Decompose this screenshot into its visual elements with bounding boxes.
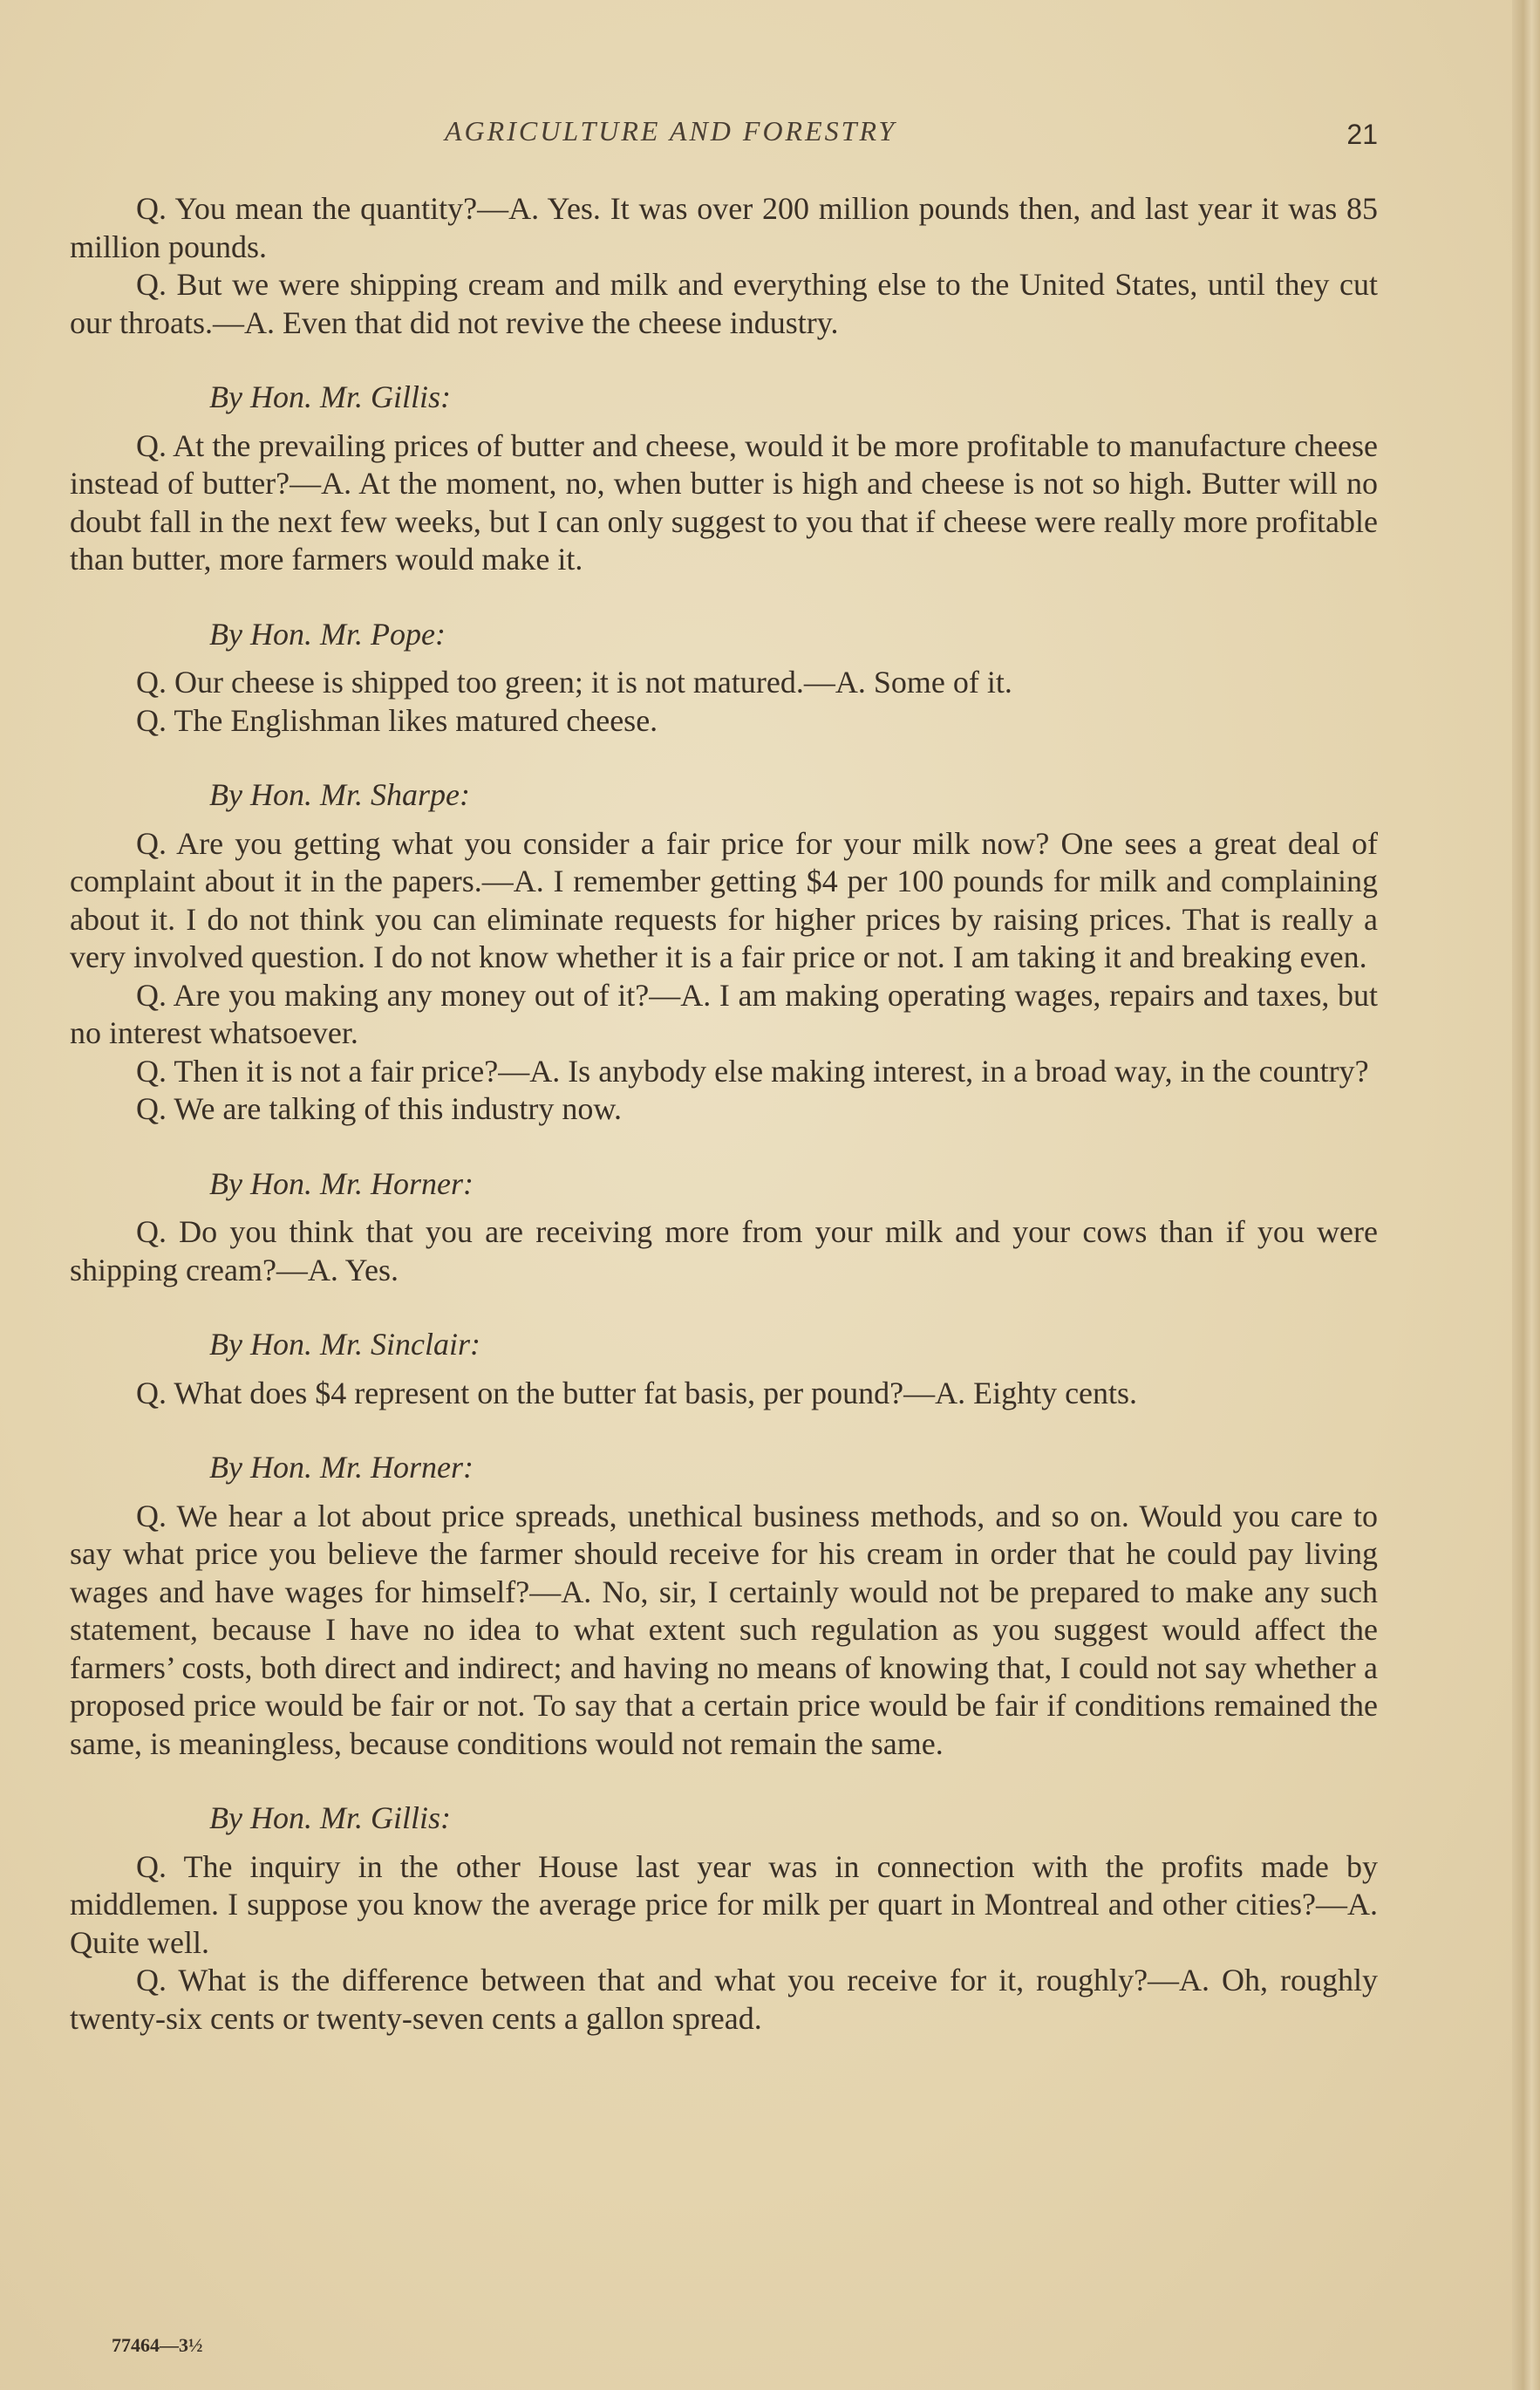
speaker-heading: By Hon. Mr. Horner: bbox=[209, 1450, 474, 1485]
qa-paragraph: Q. You mean the quantity?—A. Yes. It was over 200 million pounds then, and last year it was 85 million pounds. bbox=[70, 191, 1378, 264]
transcript-body bbox=[70, 190, 1378, 2038]
qa-paragraph: Q. At the prevailing prices of butter and cheese, would it be more profitable to manufacture cheese instead of butter?—A. At the moment, no, when butter is high and cheese is not so high. Butter will no doubt fall in the next few weeks, but I can only suggest to you that if cheese were really more profitable than butter, more farmers would make it. bbox=[70, 427, 1378, 577]
qa-paragraph: Q. We hear a lot about price spreads, unethical business methods, and so on. Would you care to say what price you believe the farmer should receive for his cream in order that he could pay living wages and have wages for himself?—A. No, sir, I certainly would not be prepared to make any such statement, because I have no idea to what extent such regulation as you suggest would affect the farmers’ costs, both direct and indirect; and having no means of knowing that, I could not say whether a proposed price would be fair or not. To say that a certain price would be fair if conditions remained the same, is meaningless, because conditions would not remain the same. bbox=[70, 1498, 1378, 1761]
qa-paragraph: Q. Then it is not a fair price?—A. Is anybody else making interest, in a broad way, in the country? bbox=[136, 1053, 1369, 1089]
qa-paragraph: Q. We are talking of this industry now. bbox=[136, 1091, 623, 1126]
speaker-heading: By Hon. Mr. Sharpe: bbox=[209, 777, 470, 812]
qa-paragraph: Q. What does $4 represent on the butter fat basis, per pound?—A. Eighty cents. bbox=[136, 1375, 1138, 1410]
qa-paragraph: Q. The inquiry in the other House last year was in connection with the profits made by middlemen. I suppose you know the average price for milk per quart in Montreal and other cities?—A. Quite well. bbox=[70, 1848, 1378, 1960]
qa-paragraph: Q. Are you making any money out of it?—A. I am making operating wages, repairs and taxes, but no interest whatsoever. bbox=[70, 977, 1378, 1050]
qa-paragraph: Q. Our cheese is shipped too green; it is not matured.—A. Some of it. bbox=[136, 665, 1012, 700]
speaker-heading: By Hon. Mr. Pope: bbox=[209, 616, 446, 652]
page-header bbox=[70, 115, 1378, 159]
speaker-heading: By Hon. Mr. Horner: bbox=[209, 1165, 474, 1201]
qa-paragraph: Q. What is the difference between that and what you receive for it, roughly?—A. Oh, roughly twenty-six cents or twenty-seven cents a gallon spread. bbox=[70, 1963, 1378, 2036]
qa-paragraph: Q. But we were shipping cream and milk and everything else to the United States, until they cut our throats.—A. Even that did not revive the cheese industry. bbox=[70, 267, 1378, 340]
page-edge bbox=[1512, 0, 1540, 2390]
qa-paragraph: Q. Are you getting what you consider a fair price for your milk now? One sees a great deal of complaint about it in the papers.—A. I remember getting $4 per 100 pounds for milk and complaining about it. I do not think you can eliminate requests for higher prices by raising prices. That is really a very involved question. I do not know whether it is a fair price or not. I am taking it and breaking even. bbox=[70, 825, 1378, 974]
qa-paragraph: Q. The Englishman likes matured cheese. bbox=[136, 702, 658, 738]
running-head: AGRICULTURE AND FORESTRY bbox=[445, 115, 897, 147]
page-number: 21 bbox=[1346, 119, 1378, 150]
speaker-heading: By Hon. Mr. Sinclair: bbox=[209, 1327, 480, 1362]
qa-paragraph: Q. Do you think that you are receiving more from your milk and your cows than if you were shipping cream?—A. Yes. bbox=[70, 1214, 1378, 1287]
speaker-heading: By Hon. Mr. Gillis: bbox=[209, 379, 451, 414]
signature-mark: 77464—3½ bbox=[112, 2334, 203, 2356]
speaker-heading: By Hon. Mr. Gillis: bbox=[209, 1800, 451, 1835]
